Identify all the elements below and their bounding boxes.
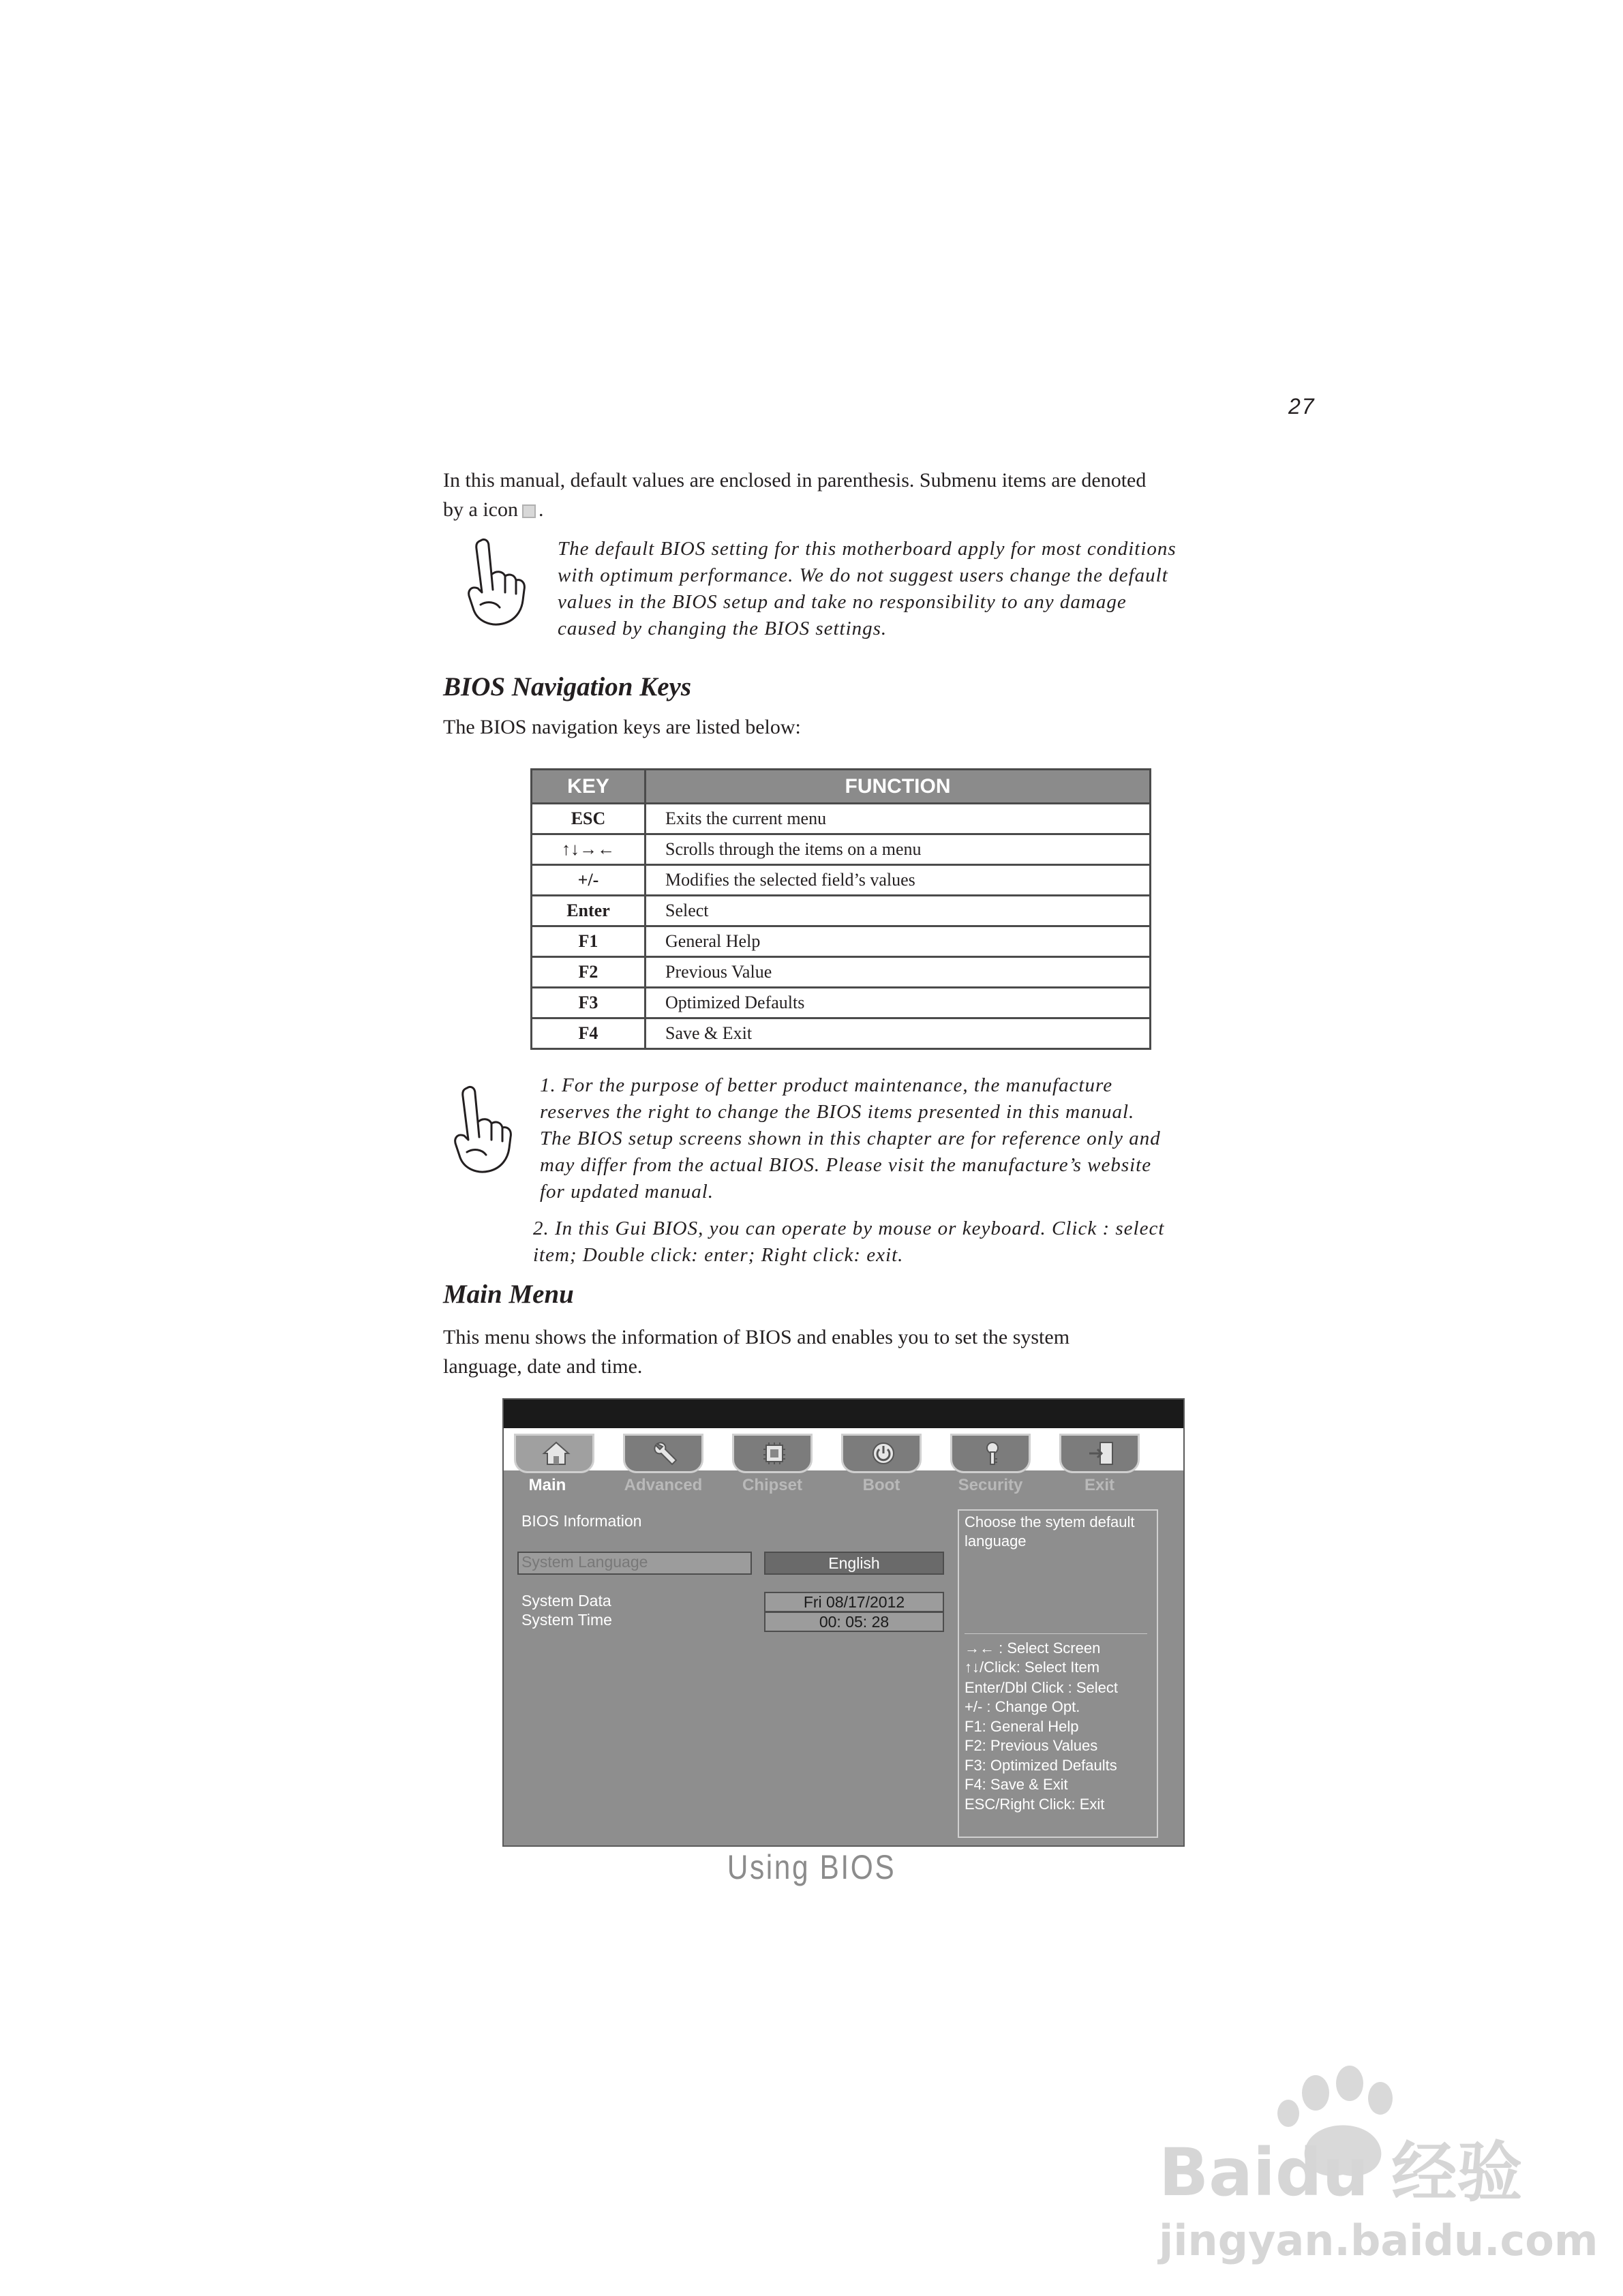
- function-cell: General Help: [646, 926, 1151, 957]
- system-time-field[interactable]: 00: 05: 28: [764, 1612, 944, 1632]
- main-menu-heading: Main Menu: [443, 1280, 574, 1309]
- tab-label-chipset[interactable]: Chipset: [742, 1476, 802, 1494]
- tab-boot[interactable]: [841, 1434, 922, 1473]
- tab-exit[interactable]: [1059, 1434, 1140, 1473]
- key-cell: +/-: [532, 865, 646, 896]
- function-cell: Save & Exit: [646, 1018, 1151, 1049]
- note1-line: with optimum performance. We do not suggest users change the default: [558, 564, 1168, 586]
- system-language-label: System Language: [521, 1553, 648, 1571]
- help-description-line: Choose the sytem default: [965, 1513, 1135, 1530]
- table-row: [532, 834, 1151, 865]
- submenu-icon: [522, 504, 536, 518]
- table-row: [532, 896, 1151, 926]
- watermark-bottom-text: jingyan.baidu.com: [1159, 2216, 1598, 2265]
- system-date-field[interactable]: Fri 08/17/2012: [764, 1592, 944, 1612]
- pointing-hand-icon: [446, 1083, 521, 1178]
- note1-line: caused by changing the BIOS settings.: [558, 618, 888, 639]
- help-key-line: F1: General Help: [965, 1718, 1079, 1735]
- pointing-hand-icon: [460, 535, 535, 631]
- watermark-top-text: Baidu 经验: [1159, 2134, 1523, 2211]
- help-key-line: +/- : Change Opt.: [965, 1698, 1080, 1715]
- note1-line: values in the BIOS setup and take no responsibility to any damage: [558, 591, 1127, 613]
- gui-bios-note: [533, 1215, 1230, 1269]
- tab-main[interactable]: [514, 1434, 594, 1473]
- tab-chipset[interactable]: [732, 1434, 813, 1473]
- default-settings-note: [558, 536, 1230, 642]
- tab-label-advanced[interactable]: Advanced: [624, 1476, 703, 1494]
- key-cell: F1: [532, 926, 646, 957]
- function-cell: Scrolls through the items on a menu: [646, 834, 1151, 865]
- key-column-header: KEY: [532, 770, 646, 804]
- help-key-line: F3: Optimized Defaults: [965, 1757, 1117, 1774]
- nav-keys-table: [530, 768, 1151, 1050]
- system-language-row[interactable]: [517, 1552, 752, 1575]
- help-key-line: F2: Previous Values: [965, 1737, 1098, 1754]
- main-menu-line: language, date and time.: [443, 1355, 643, 1378]
- footer-section-title: Using BIOS: [727, 1848, 896, 1886]
- intro-line-2-period: .: [538, 498, 544, 521]
- key-cell: ↑↓→←: [532, 834, 646, 865]
- key-cell: Enter: [532, 896, 646, 926]
- note2-line: may differ from the actual BIOS. Please visit the manufacture’s website: [540, 1154, 1152, 1176]
- help-key-line: ESC/Right Click: Exit: [965, 1796, 1105, 1813]
- help-key-line: F4: Save & Exit: [965, 1776, 1068, 1793]
- help-divider: [965, 1633, 1147, 1634]
- function-cell: Optimized Defaults: [646, 988, 1151, 1018]
- key-cell: ESC: [532, 804, 646, 834]
- help-description-line: language: [965, 1532, 1027, 1550]
- bios-screenshot: [502, 1398, 1185, 1847]
- help-key-line: →← : Select Screen: [965, 1640, 1101, 1657]
- system-language-select[interactable]: English: [764, 1552, 944, 1575]
- baidu-jingyan-watermark: [1159, 2066, 1598, 2265]
- note2-line: item; Double click: enter; Right click: exit.: [533, 1244, 904, 1266]
- tab-label-security[interactable]: Security: [958, 1476, 1023, 1494]
- bios-title-bar: [504, 1400, 1183, 1428]
- tab-label-exit[interactable]: Exit: [1084, 1476, 1114, 1494]
- chip-icon: [759, 1440, 789, 1467]
- table-row: [532, 804, 1151, 834]
- tab-security[interactable]: [950, 1434, 1031, 1473]
- intro-paragraph: [443, 466, 1230, 524]
- note1-line: The default BIOS setting for this motherboard apply for most conditions: [558, 538, 1177, 560]
- function-cell: Exits the current menu: [646, 804, 1151, 834]
- help-key-line: Enter/Dbl Click : Select: [965, 1679, 1118, 1696]
- system-time-label: System Time: [521, 1611, 612, 1629]
- function-cell: Previous Value: [646, 957, 1151, 988]
- tab-label-main[interactable]: Main: [528, 1476, 566, 1494]
- table-row: [532, 926, 1151, 957]
- wrench-icon: [650, 1440, 680, 1467]
- intro-line-2-text: by a icon: [443, 498, 518, 521]
- function-column-header: FUNCTION: [646, 770, 1151, 804]
- help-key-line: ↑↓/Click: Select Item: [965, 1659, 1100, 1676]
- note2-line: 2. In this Gui BIOS, you can operate by mouse or keyboard. Click : select: [533, 1218, 1165, 1239]
- exit-door-icon: [1087, 1440, 1117, 1467]
- key-icon: [977, 1440, 1007, 1467]
- page-number: 27: [1288, 394, 1316, 419]
- table-header-row: [532, 770, 1151, 804]
- tab-label-boot[interactable]: Boot: [862, 1476, 900, 1494]
- nav-keys-heading: BIOS Navigation Keys: [443, 672, 692, 701]
- table-row: [532, 957, 1151, 988]
- table-row: [532, 865, 1151, 896]
- note2-line: 1. For the purpose of better product maintenance, the manufacture: [540, 1074, 1113, 1096]
- system-date-label: System Data: [521, 1592, 611, 1610]
- main-menu-line: This menu shows the information of BIOS and enables you to set the system: [443, 1326, 1070, 1348]
- home-icon: [541, 1440, 571, 1467]
- key-cell: F4: [532, 1018, 646, 1049]
- note2-line: reserves the right to change the BIOS items presented in this manual.: [540, 1101, 1135, 1123]
- tab-advanced[interactable]: [623, 1434, 703, 1473]
- main-menu-description: [443, 1323, 1230, 1381]
- key-cell: F3: [532, 988, 646, 1018]
- table-row: [532, 988, 1151, 1018]
- note2-line: The BIOS setup screens shown in this chapter are for reference only and: [540, 1128, 1161, 1149]
- note2-line: for updated manual.: [540, 1181, 714, 1203]
- disclaimer-note: [540, 1072, 1230, 1205]
- function-cell: Modifies the selected field’s values: [646, 865, 1151, 896]
- key-cell: F2: [532, 957, 646, 988]
- function-cell: Select: [646, 896, 1151, 926]
- intro-line-1: In this manual, default values are enclosed in parenthesis. Submenu items are denoted: [443, 469, 1147, 492]
- power-icon: [868, 1440, 898, 1467]
- table-row: [532, 1018, 1151, 1049]
- nav-keys-intro: The BIOS navigation keys are listed below:: [443, 716, 801, 738]
- intro-line-2: [443, 495, 1230, 524]
- bios-information-label: BIOS Information: [521, 1512, 642, 1530]
